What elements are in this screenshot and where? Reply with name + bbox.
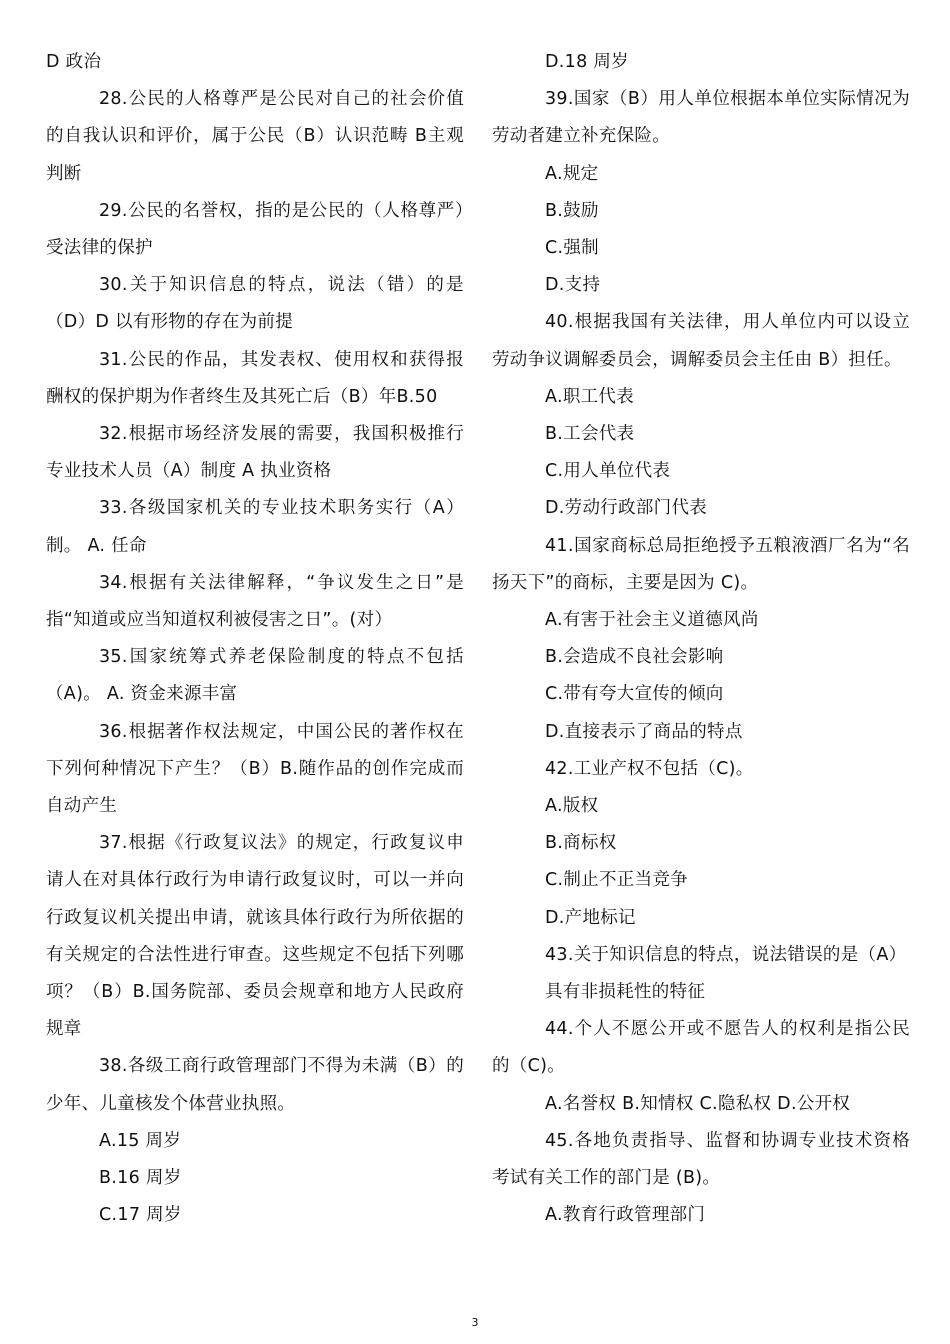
question: 29.公民的名誉权，指的是公民的（人格尊严）受法律的保护 (46, 200, 464, 259)
question: 30.关于知识信息的特点，说法（错）的是（D）D 以有形物的存在为前提 (46, 275, 464, 333)
question: 35.国家统筹式养老保险制度的特点不包括（A)。 A. 资金来源丰富 (46, 647, 464, 705)
question: 28.公民的人格尊严是公民对自己的社会价值的自我认识和评价，属于公民（B）认识范畴 B主观判断 (46, 89, 464, 184)
question: 45.各地负责指导、监督和协调专业技术资格考试有关工作的部门是 (B)。 (492, 1130, 910, 1189)
question: 42.工业产权不包括（C)。 (545, 758, 754, 779)
answer-option: C.17 周岁 (99, 1205, 182, 1226)
question: 37.根据《行政复议法》的规定，行政复议申请人在对具体行政行为申请行政复议时，可以一并向行政复议机关提出申请，就该具体行政行为所依据的有关规定的合法性进行审查。这些规定不包括下列哪项？（B）B.国务院部、委员会规章和地方人民政府规章 (46, 833, 464, 1040)
answer-option: C.用人单位代表 (545, 461, 671, 482)
answer-option: A.教育行政管理部门 (545, 1205, 706, 1226)
question: 43.关于知识信息的特点，说法错误的是（A） (545, 944, 907, 965)
question: 33.各级国家机关的专业技术职务实行（A）制。 A. 任命 (46, 498, 464, 556)
answer-option: B.会造成不良社会影响 (545, 647, 724, 668)
answer-option: C.带有夸大宣传的倾向 (545, 684, 724, 705)
answer-option: D.支持 (545, 275, 601, 296)
question: 40.根据我国有关法律，用人单位内可以设立劳动争议调解委员会，调解委员会主任由 B）担任。 (492, 312, 910, 370)
answer-option: A.版权 (545, 796, 599, 817)
answer-option: 具有非损耗性的特征 (545, 982, 706, 1003)
answer-option: B.鼓励 (545, 200, 599, 221)
question: 38.各级工商行政管理部门不得为未满（B）的少年、儿童核发个体营业执照。 (46, 1056, 464, 1114)
answer-option: A.15 周岁 (99, 1130, 182, 1151)
question: 41.国家商标总局拒绝授予五粮液酒厂名为“名扬天下”的商标，主要是因为 C)。 (492, 535, 910, 593)
answer-option: D.18 周岁 (545, 52, 629, 72)
answer-option: B.16 周岁 (99, 1168, 182, 1189)
answer-option: D.直接表示了商品的特点 (545, 721, 743, 742)
question: 32.根据市场经济发展的需要，我国积极推行专业技术人员（A）制度 A 执业资格 (46, 424, 464, 482)
question: 31.公民的作品，其发表权、使用权和获得报酬权的保护期为作者终生及其死亡后（B）年B.50 (46, 349, 464, 407)
answer-option: B.工会代表 (545, 424, 635, 445)
answer-option: C.强制 (545, 238, 599, 259)
answer-option: D.产地标记 (545, 907, 636, 928)
question: 34.根据有关法律解释，“争议发生之日”是指“知道或应当知道权利被侵害之日”。(对） (46, 572, 464, 631)
page-number: 3 (471, 1316, 479, 1329)
question: 36.根据著作权法规定，中国公民的著作权在下列何种情况下产生？（B）B.随作品的创作完成而自动产生 (46, 721, 464, 817)
right-column (492, 44, 910, 1235)
answer-option: A.名誉权 B.知情权 C.隐私权 D.公开权 (545, 1093, 851, 1114)
text-line: D 政治 (46, 52, 102, 72)
answer-option: C.制止不正当竞争 (545, 870, 688, 891)
question: 39.国家（B）用人单位根据本单位实际情况为劳动者建立补充保险。 (492, 89, 910, 147)
question: 44.个人不愿公开或不愿告人的权利是指公民的（C)。 (492, 1019, 910, 1077)
answer-option: A.规定 (545, 163, 599, 184)
answer-option: A.有害于社会主义道德风尚 (545, 610, 759, 631)
left-column (46, 44, 464, 1235)
answer-option: B.商标权 (545, 833, 617, 854)
answer-option: D.劳动行政部门代表 (545, 498, 708, 519)
answer-option: A.职工代表 (545, 386, 635, 407)
